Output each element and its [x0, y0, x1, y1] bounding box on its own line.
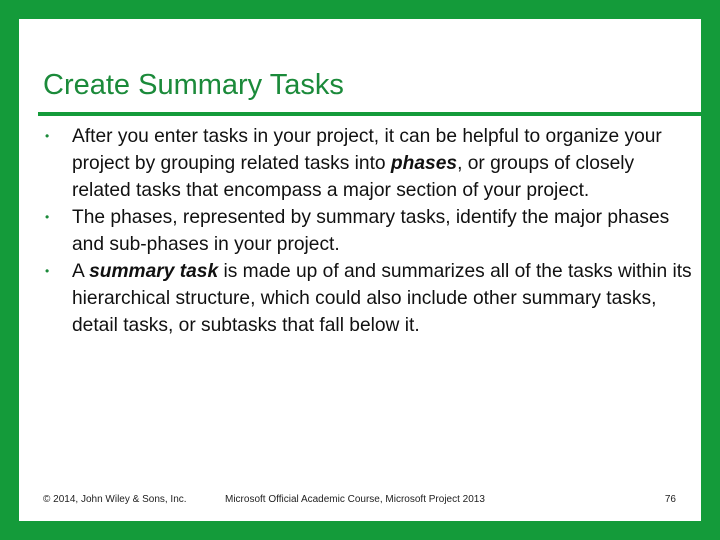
bullet-text-segment: , or groups of closely related tasks that encompass a major section of your project. — [72, 153, 635, 201]
footer-copyright: © 2014, John Wiley & Sons, Inc. — [43, 494, 187, 505]
bullet-emphasis: summary task — [89, 261, 219, 282]
title-divider — [38, 112, 701, 116]
bullet-text-segment: The phases, represented by summary tasks, identify the major phases and sub-phases in your project. — [72, 207, 670, 255]
bullet-icon: • — [45, 210, 50, 224]
bullet-text-segment: A — [72, 261, 90, 282]
bullet-icon: • — [45, 264, 50, 278]
bullet-text-segment: After you enter tasks in your project, it can be helpful to organize your project by grouping related tasks into — [72, 126, 662, 174]
bullet-text-segment: is made up of and summarizes all of the tasks within its hierarchical structure, which could also include other summary tasks, detail tasks, or subtasks that fall below it. — [72, 261, 692, 336]
bullet-emphasis: phases — [390, 153, 458, 174]
slide-title: Create Summary Tasks — [43, 69, 344, 101]
bullet-list — [45, 123, 695, 339]
slide — [19, 19, 701, 521]
bullet-item — [45, 258, 695, 339]
footer-page-number: 76 — [664, 494, 676, 505]
bullet-icon: • — [45, 129, 50, 143]
footer-course: Microsoft Official Academic Course, Microsoft Project 2013 — [225, 494, 485, 505]
bullet-item — [45, 204, 695, 258]
bullet-item — [45, 123, 695, 204]
